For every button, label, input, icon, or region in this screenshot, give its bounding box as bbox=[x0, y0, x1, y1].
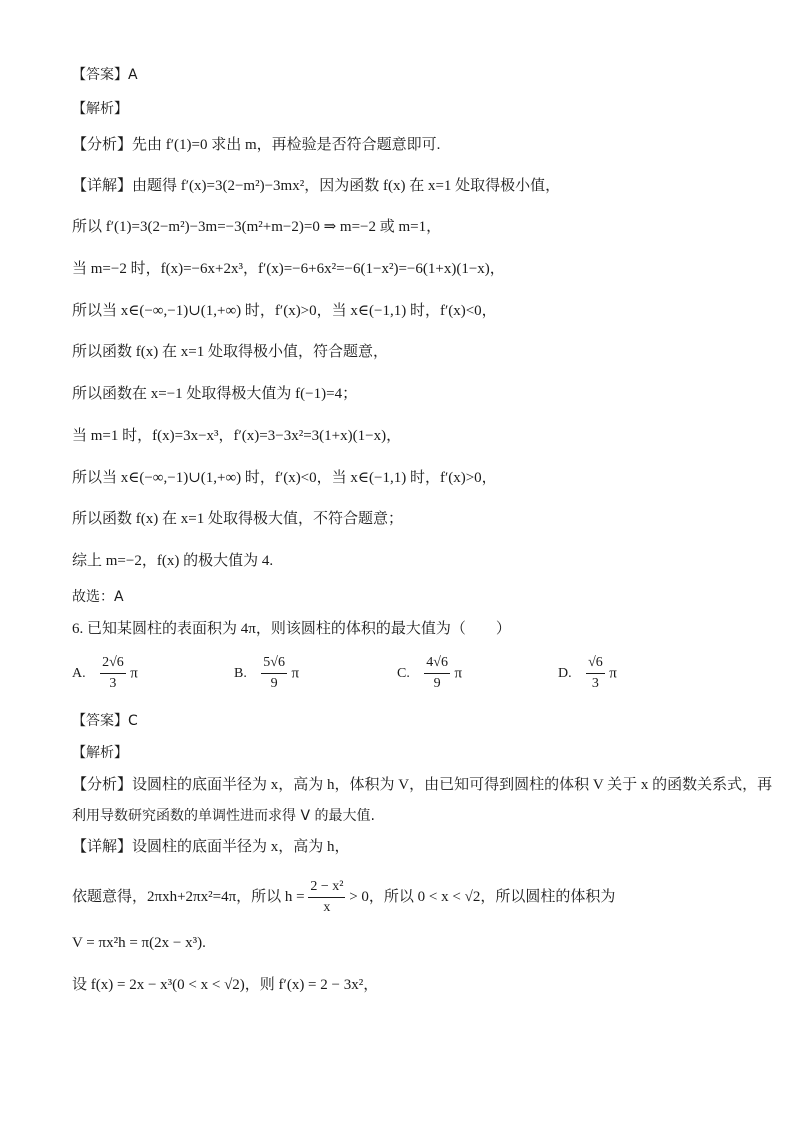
q5-detail-3: 当 m=−2 时，f(x)=−6x+2x³，f′(x)=−6+6x²=−6(1−x²)=−6(1+x)(1−x)， bbox=[72, 261, 505, 277]
pi-symbol: π bbox=[454, 665, 463, 682]
q6-stem: 6. 已知某圆柱的表面积为 4π，则该圆柱的体积的最大值为（ ） bbox=[72, 621, 511, 637]
q5-detail-6: 所以函数在 x=−1 处取得极大值为 f(−1)=4； bbox=[72, 386, 358, 402]
q6-fenxi-1: 【分析】设圆柱的底面半径为 x，高为 h，体积为 V，由已知可得到圆柱的体积 V 关于 x 的函数关系式，再 bbox=[72, 777, 773, 793]
q6-option-a bbox=[72, 654, 138, 693]
option-letter: B. bbox=[234, 665, 247, 681]
option-letter: D. bbox=[558, 665, 572, 681]
option-letter: A. bbox=[72, 665, 86, 681]
q6-fenxi-2: 利用导数研究函数的单调性进而求得 V 的最大值. bbox=[72, 808, 375, 824]
fraction-denominator: 3 bbox=[591, 676, 599, 691]
fraction-numerator: 4√6 bbox=[424, 654, 450, 674]
q5-fenxi: 【分析】先由 f′(1)=0 求出 m，再检验是否符合题意即可. bbox=[72, 137, 441, 153]
detail-2-suffix: > 0，所以 0 < x < √2，所以圆柱的体积为 bbox=[349, 888, 616, 905]
option-letter: C. bbox=[397, 665, 410, 681]
q6-option-d bbox=[558, 654, 617, 693]
fraction-numerator: 2√6 bbox=[100, 654, 126, 674]
q6-answer: 【答案】C bbox=[72, 713, 138, 729]
q5-detail-2: 所以 f′(1)=3(2−m²)−3m=−3(m²+m−2)=0 ⇒ m=−2 或 m=1， bbox=[72, 219, 442, 235]
q5-detail-10: 综上 m=−2，f(x) 的极大值为 4. bbox=[72, 553, 274, 569]
q5-detail-4: 所以当 x∈(−∞,−1)∪(1,+∞) 时，f′(x)>0，当 x∈(−1,1) 时，f′(x)<0， bbox=[72, 303, 497, 319]
q6-option-c bbox=[397, 654, 462, 693]
q6-option-b bbox=[234, 654, 299, 693]
fraction-denominator: x bbox=[323, 900, 331, 915]
pi-symbol: π bbox=[130, 665, 138, 682]
fraction-denominator: 9 bbox=[270, 676, 278, 691]
q5-detail-9: 所以函数 f(x) 在 x=1 处取得极大值，不符合题意； bbox=[72, 511, 403, 527]
option-fraction bbox=[586, 654, 605, 693]
q5-detail-8: 所以当 x∈(−∞,−1)∪(1,+∞) 时，f′(x)<0，当 x∈(−1,1) 时，f′(x)>0， bbox=[72, 470, 497, 486]
q5-analysis-header: 【解析】 bbox=[72, 101, 128, 117]
q6-detail-2 bbox=[72, 878, 615, 917]
h-fraction bbox=[308, 878, 345, 917]
fraction-denominator: 9 bbox=[433, 676, 441, 691]
fraction-numerator: √6 bbox=[586, 654, 605, 674]
detail-2-prefix: 依题意得，2πxh+2πx²=4π，所以 h = bbox=[72, 888, 305, 905]
fraction-numerator: 5√6 bbox=[261, 654, 287, 674]
q6-detail-3: V = πx²h = π(2x − x³). bbox=[72, 935, 206, 951]
q5-choice: 故选：A bbox=[72, 589, 124, 605]
q5-answer: 【答案】A bbox=[72, 67, 138, 83]
q6-detail-4: 设 f(x) = 2x − x³(0 < x < √2)，则 f′(x) = 2 − 3x²， bbox=[72, 977, 379, 993]
option-fraction bbox=[261, 654, 287, 693]
fraction-numerator: 2 − x² bbox=[308, 878, 345, 898]
option-fraction bbox=[100, 654, 126, 693]
fraction-denominator: 3 bbox=[109, 676, 117, 691]
q6-analysis-header: 【解析】 bbox=[72, 745, 128, 761]
q5-detail-1: 【详解】由题得 f′(x)=3(2−m²)−3mx²，因为函数 f(x) 在 x=1 处取得极小值， bbox=[72, 178, 561, 194]
option-fraction bbox=[424, 654, 450, 693]
q6-detail-1: 【详解】设圆柱的底面半径为 x，高为 h， bbox=[72, 839, 350, 855]
pi-symbol: π bbox=[609, 665, 617, 682]
pi-symbol: π bbox=[291, 665, 300, 682]
q5-detail-5: 所以函数 f(x) 在 x=1 处取得极小值，符合题意， bbox=[72, 344, 388, 360]
q5-detail-7: 当 m=1 时，f(x)=3x−x³，f′(x)=3−3x²=3(1+x)(1−x)， bbox=[72, 428, 402, 444]
